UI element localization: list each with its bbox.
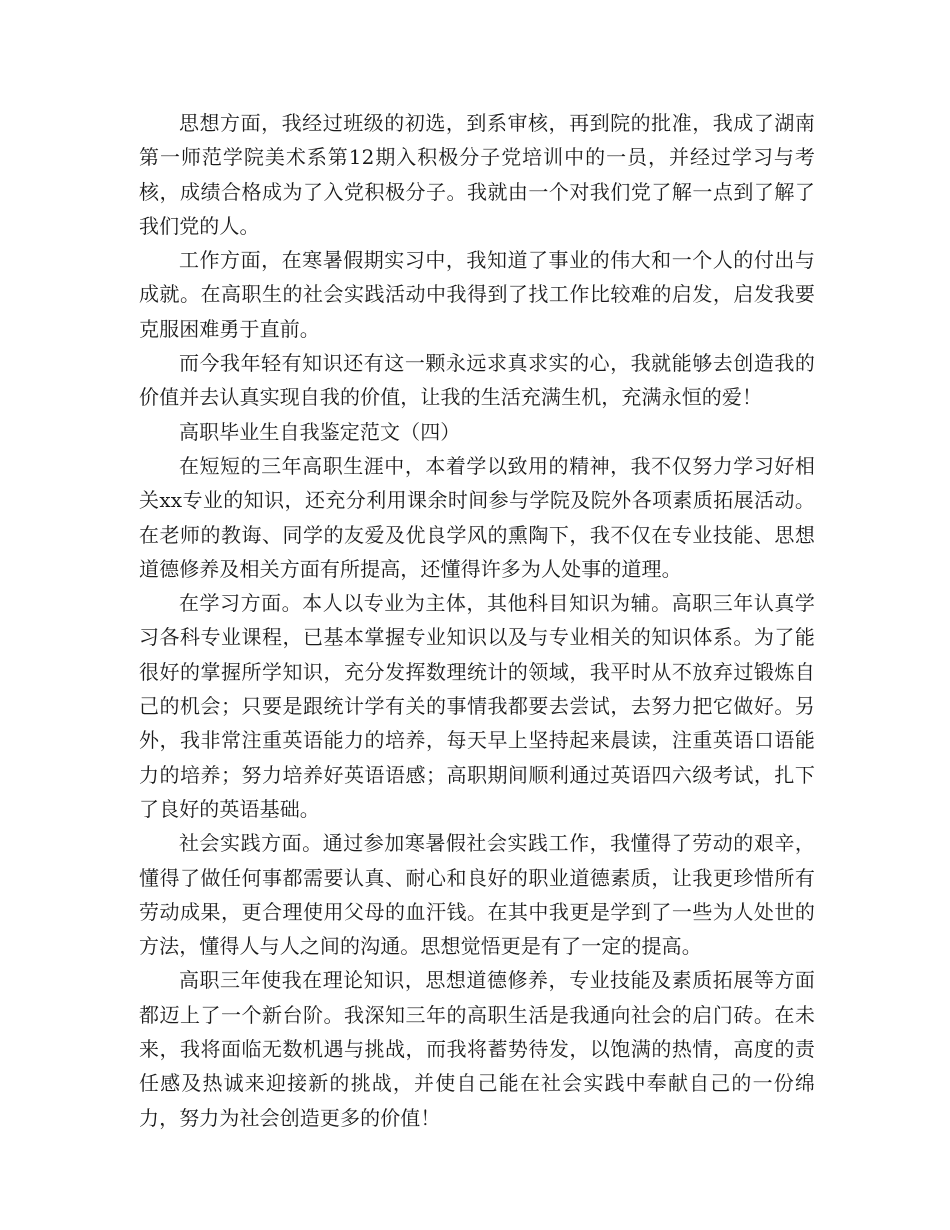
paragraph-social-practice: 社会实践方面。通过参加寒暑假社会实践工作，我懂得了劳动的艰辛，懂得了做任何事都需要认真、耐心和良好的职业道德素质，让我更珍惜所有劳动成果，更合理使用父母的血汗钱。在其中我更是学到了一些为人处世的方法，懂得人与人之间的沟通。思想觉悟更是有了一定的提高。 bbox=[139, 831, 815, 959]
paragraph-aspiration: 而今我年轻有知识还有这一颗永远求真求实的心，我就能够去创造我的价值并去认真实现自我的价值，让我的生活充满生机，充满永恒的爱！ bbox=[139, 351, 815, 410]
paragraph-study: 在学习方面。本人以专业为主体，其他科目知识为辅。高职三年认真学习各科专业课程，已基本掌握专业知识以及与专业相关的知识体系。为了能很好的掌握所学知识，充分发挥数理统计的领域，我平时从不放弃过锻炼自己的机会；只要是跟统计学有关的事情我都要去尝试，去努力把它做好。另外，我非常注重英语能力的培养，每天早上坚持起来晨读，注重英语口语能力的培养；努力培养好英语语感；高职期间顺利通过英语四六级考试，扎下了良好的英语基础。 bbox=[139, 591, 815, 821]
paragraph-ideology: 思想方面，我经过班级的初选，到系审核，再到院的批准，我成了湖南第一师范学院美术系第12期入积极分子党培训中的一员，并经过学习与考核，成绩合格成为了入党积极分子。我就由一个对我们党了解一点到了解了我们党的人。 bbox=[139, 111, 815, 238]
paragraph-work: 工作方面，在寒暑假期实习中，我知道了事业的伟大和一个人的付出与成就。在高职生的社会实践活动中我得到了找工作比较难的启发，启发我要克服困难勇于直前。 bbox=[139, 248, 815, 341]
paragraph-conclusion: 高职三年使我在理论知识，思想道德修养，专业技能及素质拓展等方面都迈上了一个新台阶。我深知三年的高职生活是我通向社会的启门砖。在未来，我将面临无数机遇与挑战，而我将蓄势待发，以饱满的热情，高度的责任感及热诚来迎接新的挑战，并使自己能在社会实践中奉献自己的一份绵力，努力为社会创造更多的价值！ bbox=[139, 968, 815, 1130]
section-heading: 高职毕业生自我鉴定范文（四） bbox=[179, 419, 461, 444]
document-body bbox=[139, 106, 815, 1135]
paragraph-intro: 在短短的三年高职生涯中，本着学以致用的精神，我不仅努力学习好相关xx专业的知识，还充分利用课余时间参与学院及院外各项素质拓展活动。在老师的教诲、同学的友爱及优良学风的熏陶下，我不仅在专业技能、思想道德修养及相关方面有所提高，还懂得许多为人处事的道理。 bbox=[139, 453, 815, 581]
